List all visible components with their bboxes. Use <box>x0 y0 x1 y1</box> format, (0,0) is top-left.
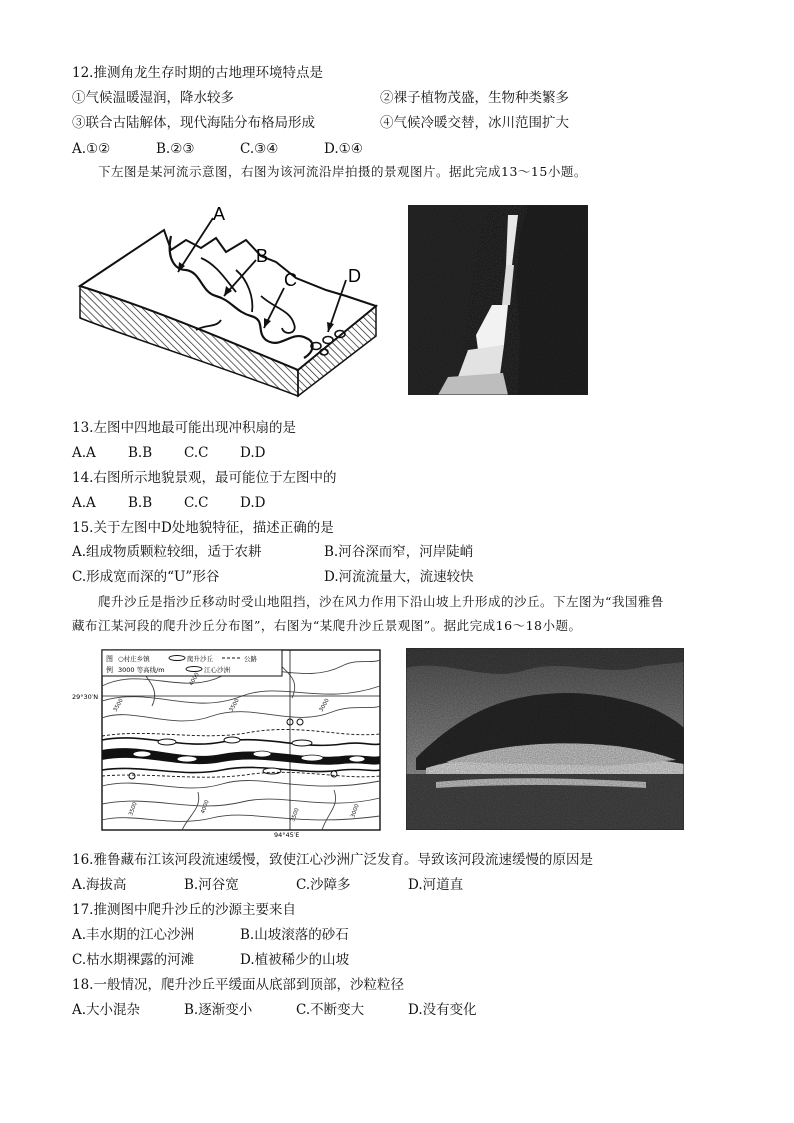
waterfall-photo <box>408 205 588 395</box>
q15-choice-d: D.河流流量大，流速较快 <box>324 569 474 585</box>
q12-choice-a: A.①② <box>72 141 111 157</box>
legend-title-1: 图 <box>106 655 113 663</box>
longitude-label: 94°45′E <box>274 831 300 838</box>
q15-options-row1 <box>72 543 473 561</box>
q17-options-row2 <box>72 951 349 969</box>
q17-choice-d: D.植被稀少的山坡 <box>240 952 350 968</box>
q12-stem: 12.推测角龙生存时期的古地理环境特点是 <box>72 65 323 81</box>
q14-choice-c: C.C <box>184 495 209 511</box>
river-block-diagram <box>76 200 380 400</box>
q15-stem: 15.关于左图中D处地貌特征，描述正确的是 <box>72 520 334 536</box>
q16-choice-d: D.河道直 <box>408 877 464 893</box>
q15-choice-c: C.形成宽而深的“U”形谷 <box>72 569 220 585</box>
q12-option-2: ②裸子植物茂盛，生物种类繁多 <box>380 90 569 106</box>
contour-label-5: 3500 <box>128 801 139 817</box>
legend-village: ○村庄乡镇 <box>118 655 150 663</box>
q16-choice-c: C.沙障多 <box>296 877 351 893</box>
q17-stem: 17.推测图中爬升沙丘的沙源主要来自 <box>72 902 296 918</box>
q16-choices <box>72 876 463 894</box>
q17-choice-b: B.山坡滚落的砂石 <box>240 927 349 943</box>
q12-choice-c: C.③④ <box>240 141 279 157</box>
q13-choice-c: C.C <box>184 445 209 461</box>
dune-distribution-map <box>72 646 384 838</box>
q13-choice-b: B.B <box>128 445 153 461</box>
contour-label-6: 4000 <box>200 799 211 815</box>
legend-dune: 爬升沙丘 <box>187 655 213 663</box>
q14-choice-a: A.A <box>72 495 96 511</box>
q13-choice-a: A.A <box>72 445 96 461</box>
q12-choice-d: D.①④ <box>324 141 363 157</box>
legend-bar: 江心沙洲 <box>204 666 230 674</box>
q15-choice-b: B.河谷深而窄，河岸陡峭 <box>324 544 474 560</box>
contour-label-3: 3500 <box>228 697 241 713</box>
q17-options-row1 <box>72 926 349 944</box>
contour-label-8: 3000 <box>350 803 361 819</box>
q12-option-3: ③联合古陆解体，现代海陆分布格局形成 <box>72 115 315 131</box>
q12-choice-b: B.②③ <box>156 141 195 157</box>
contour-label-1: 3500 <box>112 697 125 713</box>
q14-choice-b: B.B <box>128 495 153 511</box>
contour-label-7: 3500 <box>290 807 301 823</box>
intro-16-18: 爬升沙丘是指沙丘移动时受山地阻挡，沙在风力作用下沿山坡上升形成的沙丘。下左图为“我国雅鲁 藏布江某河段的爬升沙丘分布图”，右图为“某爬升沙丘景观图”。据此完成16～18小题。 <box>72 594 664 633</box>
q15-choice-a: A.组成物质颗粒较细，适于农耕 <box>72 544 262 560</box>
q17-choice-c: C.枯水期裸露的河滩 <box>72 952 195 968</box>
q13-stem: 13.左图中四地最可能出现冲积扇的是 <box>72 420 296 436</box>
legend-contour: 3000 等高线/m <box>118 666 165 674</box>
latitude-label: 29°30′N <box>72 693 99 701</box>
contour-label-2: 4000 <box>188 671 201 687</box>
label-b: B <box>256 246 269 266</box>
q12-option-4: ④气候冷暖交替，冰川范围扩大 <box>380 115 569 131</box>
legend-bar-icon <box>186 667 202 672</box>
q14-choice-d: D.D <box>240 495 266 511</box>
label-c: C <box>284 270 297 290</box>
q18-choices <box>72 1001 477 1019</box>
q18-choice-b: B.逐渐变小 <box>184 1002 253 1018</box>
q18-stem: 18.一般情况，爬升沙丘平缓面从底部到顶部，沙粒粒径 <box>72 977 404 993</box>
q18-choice-a: A.大小混杂 <box>72 1002 141 1018</box>
intro-13-15: 下左图是某河流示意图，右图为该河流沿岸拍摄的景观图片。据此完成13～15小题。 <box>98 164 587 179</box>
label-d: D <box>348 266 361 286</box>
q15-options-row2 <box>72 568 474 586</box>
q16-choice-b: B.河谷宽 <box>184 877 239 893</box>
q16-stem: 16.雅鲁藏布江该河段流速缓慢，致使江心沙洲广泛发育。导致该河段流速缓慢的原因是 <box>72 852 593 868</box>
q12-options-row2 <box>72 114 569 132</box>
q13-choice-d: D.D <box>240 445 266 461</box>
q14-stem: 14.右图所示地貌景观，最可能位于左图中的 <box>72 470 337 486</box>
q12-choices <box>72 140 363 158</box>
q17-choice-a: A.丰水期的江心沙洲 <box>72 927 195 943</box>
legend-road: 公路 <box>244 655 257 663</box>
dune-landscape-photo <box>406 648 684 830</box>
contour-label-4: 3000 <box>318 697 331 713</box>
q18-choice-d: D.没有变化 <box>408 1002 477 1018</box>
q12-option-1: ①气候温暖湿润，降水较多 <box>72 90 234 106</box>
q13-choices <box>72 444 265 462</box>
q18-choice-c: C.不断变大 <box>296 1002 365 1018</box>
legend-title-2: 例 <box>106 666 113 674</box>
q14-choices <box>72 494 265 512</box>
legend-dune-icon <box>169 656 185 661</box>
q12-options-row1 <box>72 89 569 107</box>
q16-choice-a: A.海拔高 <box>72 877 127 893</box>
label-a: A <box>213 204 226 224</box>
